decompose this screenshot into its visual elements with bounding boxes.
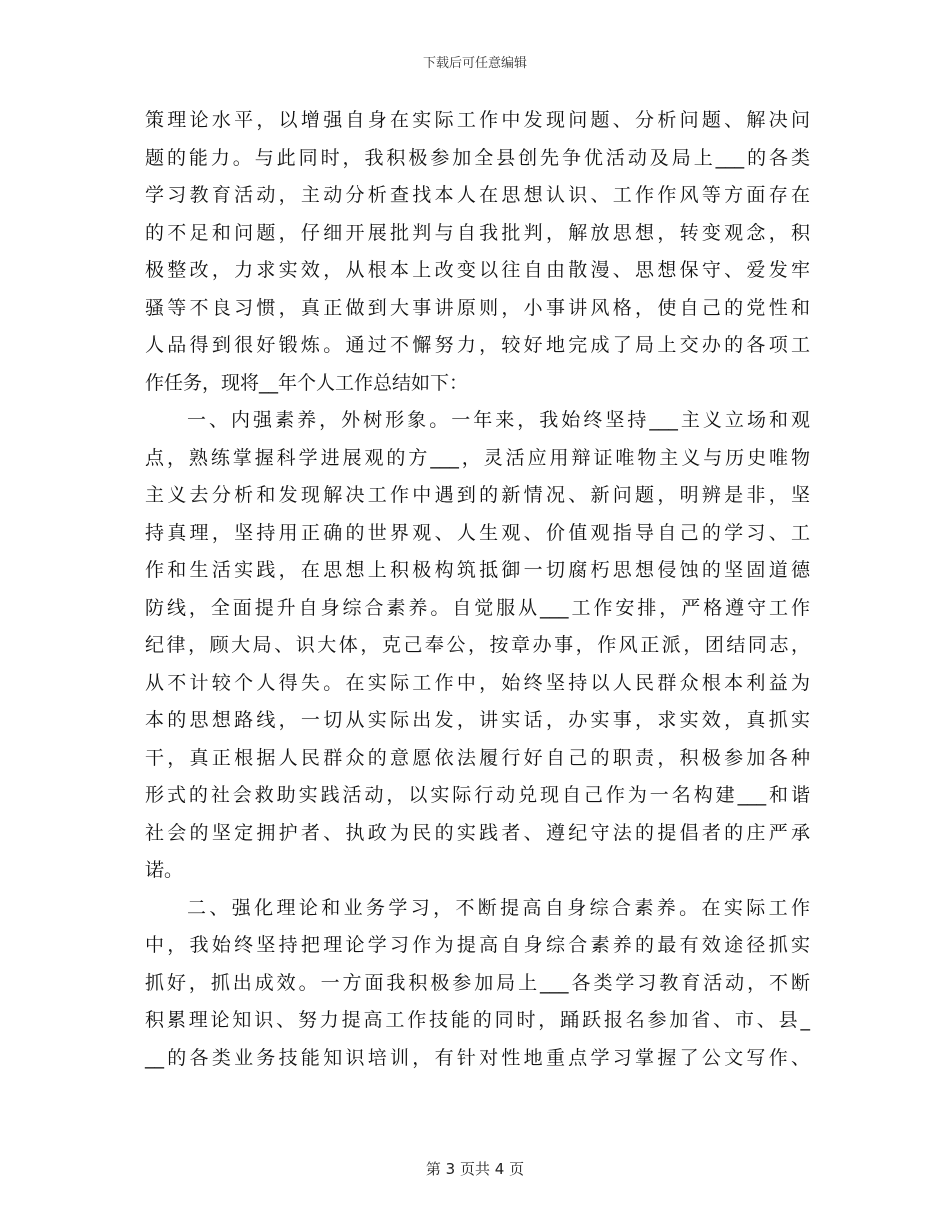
text-line: 中，我始终坚持把理论学习作为提高自身综合素养的最有效途径抓实 [145,934,810,956]
text-line: 主义去分析和发现解决工作中遇到的新情况、新问题，明辨是非，坚 [145,484,810,506]
text-line: 作和生活实践，在思想上积极构筑抵御一切腐朽思想侵蚀的坚固道德 [145,559,810,581]
text-line: 形式的社会救助实践活动，以实际行动兑现自己作为一名构建___和谐 [145,784,810,806]
text-line: 从不计较个人得失。在实际工作中，始终坚持以人民群众根本利益为 [145,671,810,694]
section-heading-line: 一、内强素养，外树形象。一年来，我始终坚持___主义立场和观 [187,409,810,431]
text-line: 抓好，抓出成效。一方面我积极参加局上___各类学习教育活动，不断 [145,971,810,994]
text-line: 学习教育活动，主动分析查找本人在思想认识、工作作风等方面存在 [145,184,810,206]
text-line: 策理论水平，以增强自身在实际工作中发现问题、分析问题、解决问 [145,109,810,131]
text-line: 防线，全面提升自身综合素养。自觉服从___工作安排，严格遵守工作 [145,596,810,619]
document-body [145,102,810,1077]
text-line: 积累理论知识、努力提高工作技能的同时，踊跃报名参加省、市、县_ [145,1009,810,1031]
text-line: 诺。 [145,859,184,881]
page-header: 下载后可任意编辑 [422,56,527,71]
section-heading-line: 二、强化理论和业务学习，不断提高自身综合素养。在实际工作 [187,896,810,919]
text-line: 持真理，坚持用正确的世界观、人生观、价值观指导自己的学习、工 [145,521,810,544]
text-line: 人品得到很好锻炼。通过不懈努力，较好地完成了局上交办的各项工 [145,334,810,356]
text-line: 干，真正根据人民群众的意愿依法履行好自己的职责，积极参加各种 [145,746,810,769]
text-line: 社会的坚定拥护者、执政为民的实践者、遵纪守法的提倡者的庄严承 [145,821,810,844]
text-line: 的不足和问题，仔细开展批判与自我批判，解放思想，转变观念，积 [145,221,810,244]
text-line: 作任务，现将__年个人工作总结如下： [145,371,469,394]
page-number: 第 3 页共 4 页 [425,1160,525,1178]
text-line: 纪律，顾大局、识大体，克己奉公，按章办事，作风正派，团结同志， [145,634,810,656]
text-line: 极整改，力求实效，从根本上改变以往自由散漫、思想保守、爱发牢 [145,259,810,281]
text-line: __的各类业务技能知识培训，有针对性地重点学习掌握了公文写作、 [145,1046,810,1069]
text-line: 本的思想路线，一切从实际出发，讲实话，办实事，求实效，真抓实 [145,709,810,731]
text-line: 点，熟练掌握科学进展观的方___，灵活应用辩证唯物主义与历史唯物 [145,446,810,469]
text-line: 题的能力。与此同时，我积极参加全县创先争优活动及局上___的各类 [145,146,810,169]
text-line: 骚等不良习惯，真正做到大事讲原则，小事讲风格，使自己的党性和 [145,296,810,319]
